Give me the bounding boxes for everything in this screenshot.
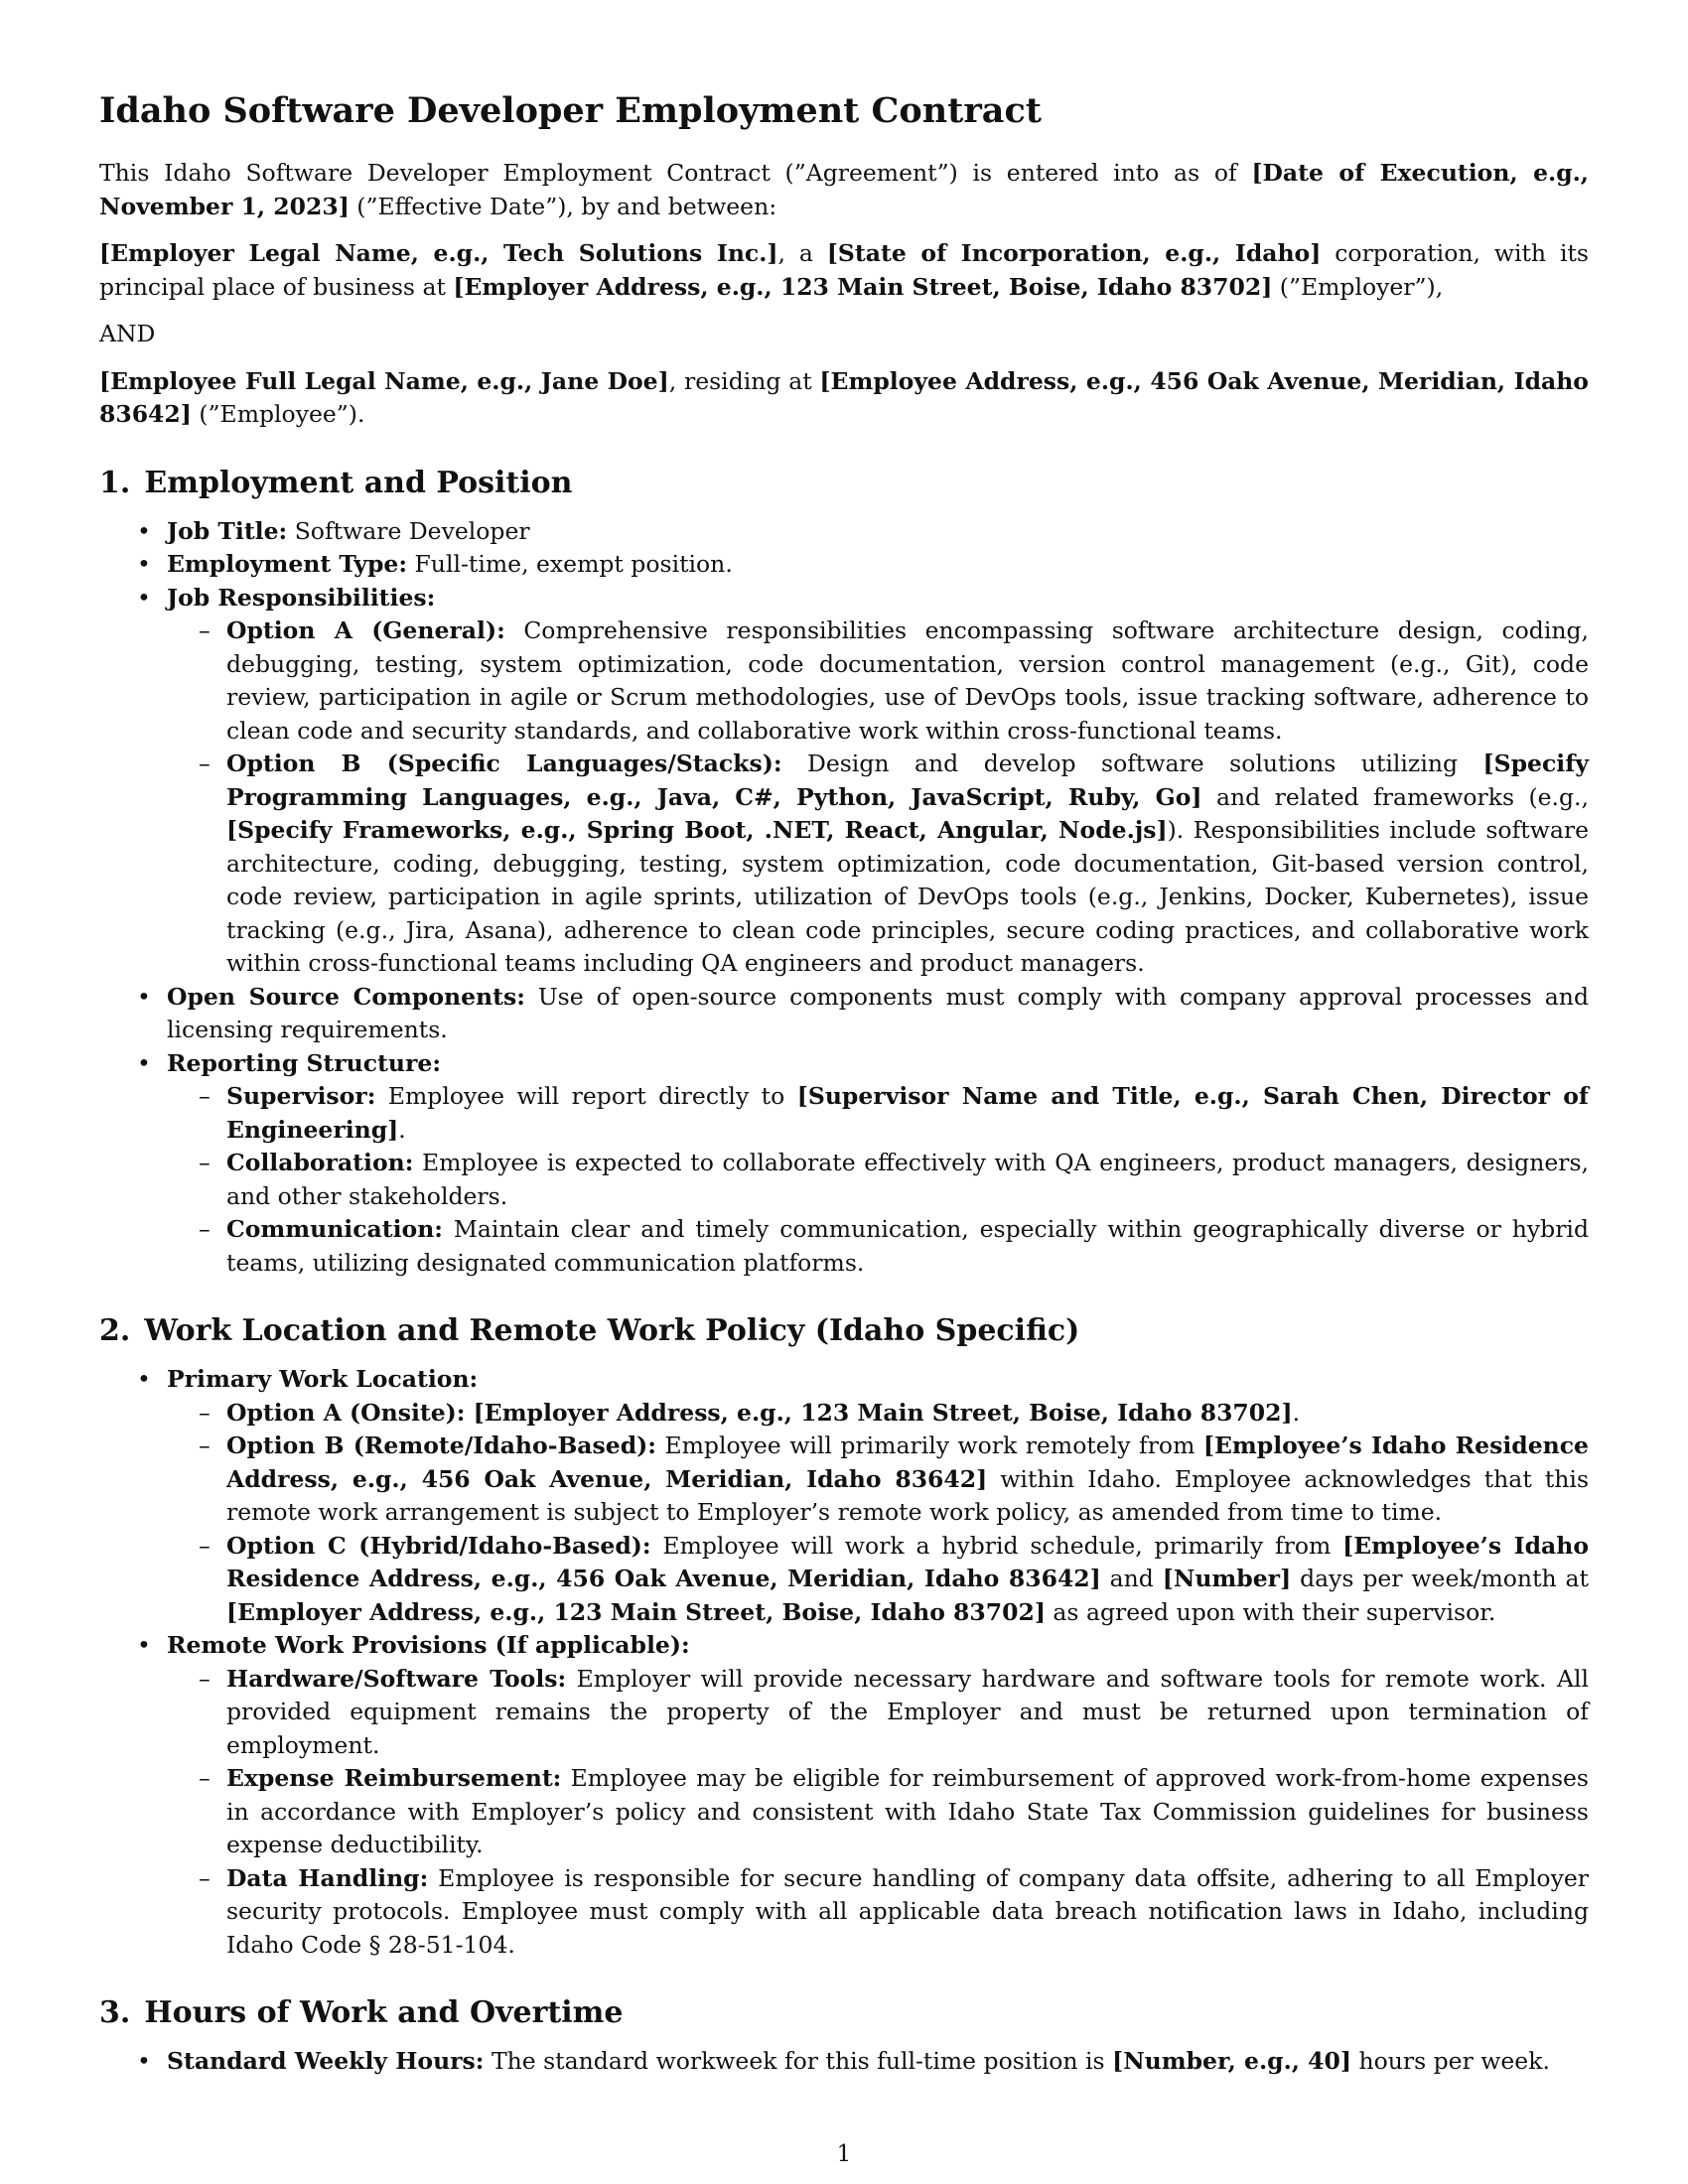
remote-provisions — [167, 1663, 1589, 1963]
section-1-list — [99, 515, 1589, 1281]
section-heading-work-location: 2. Work Location and Remote Work Policy (Idaho Specific) — [99, 1313, 1080, 1348]
intro-paragraph: This Idaho Software Developer Employment Contract (”Agreement”) is entered into as of [Date of Execution, e.g., November 1, 2023] (”Effective Date”), by and between: — [99, 159, 1589, 220]
section-2-list — [99, 1363, 1589, 1962]
and-separator: AND — [99, 320, 156, 347]
location-option-a: – Option A (Onsite): [Employer Address, e.g., 123 Main Street, Boise, Idaho 83702]. — [167, 1397, 1589, 1431]
list-item-job-responsibilities: • Job Responsibilities: – Option A (General): Comprehensive responsibilities encompassing software architecture design, coding, debugging, testing, system optimization, code documentation, version control management (e.g., Git), code review, participation in agile or Scrum methodologies, use of DevOps tools, issue tracking software, adherence to clean code and security standards, and collaborative work within cross-functional teams. – Option B (Specific Languages/Stacks): Design and develop software solutions utilizing [Specify Programming Languages, e.g., Java, C#, Python, JavaScript, Ruby, Go] and related frameworks (e.g., [Specify Frameworks, e.g., Spring Boot, .NET, React, Angular, Node.js]). Responsibilities include software architecture, coding, debugging, testing, system optimization, code documentation, Git-based version control, code review, participation in agile sprints, utilization of DevOps tools (e.g., Jenkins, Docker, Kubernetes), issue tracking (e.g., Jira, Asana), adherence to clean code principles, secure coding practices, and collaborative work within cross-functional teams including QA engineers and product managers. — [99, 582, 1589, 981]
list-item-open-source: • Open Source Components: Use of open-source components must comply with company approval processes and licensing requirements. — [99, 981, 1589, 1047]
reporting-supervisor: – Supervisor: Employee will report directly to [Supervisor Name and Title, e.g., Sarah Chen, Director of Engineering]. — [167, 1080, 1589, 1147]
option-b-specific: – Option B (Specific Languages/Stacks): Design and develop software solutions utilizing [Specify Programming Languages, e.g., Java, C#, Python, JavaScript, Ruby, Go] and related frameworks (e.g., [Specify Frameworks, e.g., Spring Boot, .NET, React, Angular, Node.js]). Responsibilities include software architecture, coding, debugging, testing, system optimization, code documentation, Git-based version control, code review, participation in agile sprints, utilization of DevOps tools (e.g., Jenkins, Docker, Kubernetes), issue tracking (e.g., Jira, Asana), adherence to clean code principles, secure coding practices, and collaborative work within cross-functional teams including QA engineers and product managers. — [167, 748, 1589, 981]
location-option-c: – Option C (Hybrid/Idaho-Based): Employee will work a hybrid schedule, primarily from [Employee’s Idaho Residence Address, e.g., 456 Oak Avenue, Meridian, Idaho 83642] and [Number] days per week/month at [Employer Address, e.g., 123 Main Street, Boise, Idaho 83702] as agreed upon with their supervisor. — [167, 1530, 1589, 1630]
document-title: Idaho Software Developer Employment Contract — [99, 90, 1042, 131]
list-item-remote-provisions: • Remote Work Provisions (If applicable): – Hardware/Software Tools: Employer will provide necessary hardware and software tools for remote work. All provided equipment remains the property of the Employer and must be returned upon termination of employment. – Expense Reimbursement: Employee may be eligible for reimbursement of approved work-from-home expenses in accordance with Employer’s policy and consistent with Idaho State Tax Commission guidelines for business expense deductibility. – Data Handling: Employee is responsible for secure handling of company data offsite, adhering to all Employer security protocols. Employee must comply with all applicable data breach notification laws in Idaho, including Idaho Code § 28-51-104. — [99, 1629, 1589, 1962]
reporting-communication: – Communication: Maintain clear and timely communication, especially within geographically diverse or hybrid teams, utilizing designated communication platforms. — [167, 1213, 1589, 1280]
provision-expense: – Expense Reimbursement: Employee may be eligible for reimbursement of approved work-from-home expenses in accordance with Employer’s policy and consistent with Idaho State Tax Commission guidelines for business expense deductibility. — [167, 1762, 1589, 1862]
list-item-employment-type: • Employment Type: Full-time, exempt position. — [99, 548, 1589, 582]
location-option-b: – Option B (Remote/Idaho-Based): Employee will primarily work remotely from [Employee’s Idaho Residence Address, e.g., 456 Oak Avenue, Meridian, Idaho 83642] within Idaho. Employee acknowledges that this remote work arrangement is subject to Employer’s remote work policy, as amended from time to time. — [167, 1430, 1589, 1530]
employer-paragraph: [Employer Legal Name, e.g., Tech Solutions Inc.], a [State of Incorporation, e.g., Idaho] corporation, with its principal place of business at [Employer Address, e.g., 123 Main Street, Boise, Idaho 83702] (”Employer”), — [99, 239, 1589, 301]
section-heading-employment: 1. Employment and Position — [99, 465, 573, 500]
reporting-options — [167, 1080, 1589, 1280]
responsibility-options — [167, 614, 1589, 981]
list-item-weekly-hours: • Standard Weekly Hours: The standard workweek for this full-time position is [Number, e.g., 40] hours per week. — [99, 2045, 1589, 2079]
provision-data-handling: – Data Handling: Employee is responsible for secure handling of company data offsite, adhering to all Employer security protocols. Employee must comply with all applicable data breach notification laws in Idaho, including Idaho Code § 28-51-104. — [167, 1862, 1589, 1963]
page-number: 1 — [836, 2141, 852, 2167]
reporting-collaboration: – Collaboration: Employee is expected to collaborate effectively with QA engineers, product managers, designers, and other stakeholders. — [167, 1147, 1589, 1213]
list-item-primary-location: • Primary Work Location: – Option A (Onsite): [Employer Address, e.g., 123 Main Street, Boise, Idaho 83702]. – Option B (Remote/Idaho-Based): Employee will primarily work remotely from [Employee’s Idaho Residence Address, e.g., 456 Oak Avenue, Meridian, Idaho 83642] within Idaho. Employee acknowledges that this remote work arrangement is subject to Employer’s remote work policy, as amended from time to time. – Option C (Hybrid/Idaho-Based): Employee will work a hybrid schedule, primarily from [Employee’s Idaho Residence Address, e.g., 456 Oak Avenue, Meridian, Idaho 83642] and [Number] days per week/month at [Employer Address, e.g., 123 Main Street, Boise, Idaho 83702] as agreed upon with their supervisor. — [99, 1363, 1589, 1629]
list-item-job-title: • Job Title: Software Developer — [99, 515, 1589, 549]
section-3-list — [99, 2045, 1589, 2079]
employee-paragraph: [Employee Full Legal Name, e.g., Jane Doe], residing at [Employee Address, e.g., 456 Oak Avenue, Meridian, Idaho 83642] (”Employee”). — [99, 366, 1589, 428]
provision-hardware: – Hardware/Software Tools: Employer will provide necessary hardware and software tools for remote work. All provided equipment remains the property of the Employer and must be returned upon termination of employment. — [167, 1663, 1589, 1763]
document-page — [99, 89, 1589, 2079]
list-item-reporting-structure: • Reporting Structure: – Supervisor: Employee will report directly to [Supervisor Name and Title, e.g., Sarah Chen, Director of Engineering]. – Collaboration: Employee is expected to collaborate effectively with QA engineers, product managers, designers, and other stakeholders. – Communication: Maintain clear and timely communication, especially within geographically diverse or hybrid teams, utilizing designated communication platforms. — [99, 1047, 1589, 1281]
option-a-general: – Option A (General): Comprehensive responsibilities encompassing software architecture design, coding, debugging, testing, system optimization, code documentation, version control management (e.g., Git), code review, participation in agile or Scrum methodologies, use of DevOps tools, issue tracking software, adherence to clean code and security standards, and collaborative work within cross-functional teams. — [167, 614, 1589, 748]
location-options — [167, 1397, 1589, 1630]
section-heading-hours: 3. Hours of Work and Overtime — [99, 1995, 624, 2030]
